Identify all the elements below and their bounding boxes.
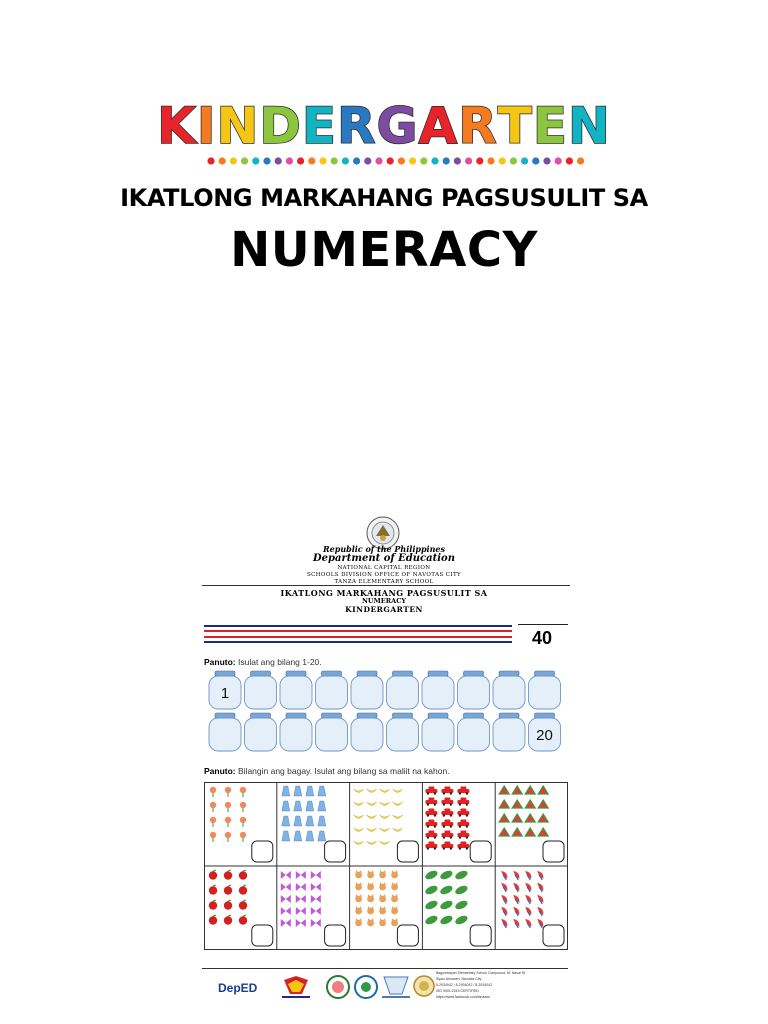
jar-icon (387, 713, 419, 751)
decorative-dot (577, 157, 584, 164)
parrot-icon (513, 871, 519, 880)
worksheet-subject: NUMERACY (361, 597, 407, 605)
leaf-icon (439, 914, 454, 926)
banana-icon (393, 815, 403, 819)
watermelon-icon (512, 814, 522, 822)
cat-icon (355, 894, 362, 902)
title-letter: E (532, 97, 569, 155)
leaf-icon (424, 869, 439, 881)
title-letter: R (336, 97, 377, 155)
parrot-icon (537, 907, 543, 916)
cat-icon (355, 870, 362, 878)
jar-icon (280, 671, 312, 709)
footer-line: Bagumbayan Elementary School Compound, M. Naval St. (436, 971, 527, 975)
flower-icon (225, 817, 231, 827)
decorative-dot (555, 157, 562, 164)
certification-seal-icon (414, 976, 434, 996)
watermelon-icon (525, 814, 535, 822)
answer-box (470, 841, 491, 862)
decorative-dot (409, 157, 416, 164)
footer-contact-info (436, 970, 566, 1000)
answer-box (543, 841, 564, 862)
butterfly-icon (296, 919, 306, 927)
jar-icon (458, 671, 490, 709)
flower-icon (225, 832, 231, 842)
answer-box (325, 925, 346, 946)
title-letter: R (458, 97, 498, 155)
dress-icon (318, 786, 326, 796)
title-letter: A (418, 97, 459, 155)
jar-icon (387, 671, 419, 709)
letterhead-republic: Republic of the Philippines (322, 544, 445, 554)
apple-icon (209, 915, 217, 925)
watermelon-icon (499, 800, 509, 808)
school-seal-icon (327, 976, 349, 998)
exam-subtitle: IKATLONG MARKAHANG PAGSUSULIT SA (120, 184, 648, 212)
flower-icon (210, 817, 216, 827)
decorative-dot (297, 157, 304, 164)
title-letter: D (259, 97, 302, 155)
watermelon-icon (512, 800, 522, 808)
banana-icon (367, 802, 377, 806)
banana-icon (354, 828, 364, 832)
jar-icon (316, 713, 348, 751)
dress-icon (282, 801, 290, 811)
decorative-dot (364, 157, 371, 164)
leaf-icon (439, 884, 454, 896)
jar-icon (493, 671, 525, 709)
parrot-icon (525, 907, 531, 916)
worksheet-level: KINDERGARTEN (345, 605, 423, 614)
score-line (518, 624, 568, 625)
footer-divider (202, 968, 568, 969)
watermelon-icon (525, 800, 535, 808)
cat-icon (379, 882, 386, 890)
apple-icon (239, 900, 247, 910)
decorative-dot-row (206, 156, 586, 166)
counting-cell (355, 870, 418, 946)
answer-box (470, 925, 491, 946)
decorative-dot (331, 157, 338, 164)
decorative-dot (499, 157, 506, 164)
title-letter: N (568, 97, 611, 155)
car-icon (425, 842, 437, 850)
banana-icon (380, 789, 390, 793)
decorative-dot (219, 157, 226, 164)
instruction-2-label: Panuto: (204, 766, 236, 776)
butterfly-icon (311, 871, 321, 879)
jar-icon (351, 671, 383, 709)
counting-cell (209, 870, 273, 946)
car-icon (425, 798, 437, 806)
jar-icon (351, 713, 383, 751)
car-icon (441, 798, 453, 806)
dress-icon (318, 816, 326, 826)
leaf-icon (439, 899, 454, 911)
parrot-icon (525, 919, 531, 928)
title-letter: N (216, 97, 260, 155)
parrot-icon (537, 895, 543, 904)
jar-icon (529, 713, 561, 751)
parrot-icon (525, 871, 531, 880)
watermelon-icon (499, 828, 509, 836)
parrot-icon (537, 919, 543, 928)
parrot-icon (513, 895, 519, 904)
leaf-icon (454, 869, 469, 881)
dress-icon (294, 801, 302, 811)
car-icon (457, 787, 469, 795)
apple-icon (224, 900, 232, 910)
cat-icon (355, 918, 362, 926)
letterhead-divider (202, 585, 570, 586)
jar-icon (422, 671, 454, 709)
decorative-dot (387, 157, 394, 164)
title-letter: G (376, 97, 419, 155)
apple-icon (239, 885, 247, 895)
cat-icon (355, 882, 362, 890)
answer-box (252, 841, 273, 862)
dress-icon (294, 831, 302, 841)
worksheet-preview (178, 500, 590, 1010)
title-letter: E (301, 97, 337, 155)
jar-icon (245, 671, 277, 709)
apple-icon (224, 915, 232, 925)
title-letter: I (196, 97, 217, 155)
jar-icon (280, 713, 312, 751)
flower-icon (240, 817, 246, 827)
butterfly-icon (281, 919, 291, 927)
cat-icon (379, 918, 386, 926)
dress-icon (282, 831, 290, 841)
butterfly-icon (281, 871, 291, 879)
car-icon (441, 842, 453, 850)
decorative-dot (398, 157, 405, 164)
dress-icon (306, 801, 314, 811)
banana-icon (380, 828, 390, 832)
jar-icon (493, 713, 525, 751)
jar-row-2 (208, 712, 568, 754)
instruction-1-label: Panuto: (204, 657, 236, 667)
banana-icon (354, 815, 364, 819)
cat-icon (391, 870, 398, 878)
flower-icon (210, 787, 216, 797)
car-icon (457, 809, 469, 817)
decorative-dot (286, 157, 293, 164)
leaf-icon (454, 884, 469, 896)
flower-icon (225, 802, 231, 812)
counting-cell (282, 786, 346, 862)
butterfly-icon (311, 883, 321, 891)
cat-icon (391, 882, 398, 890)
dress-icon (306, 831, 314, 841)
banana-icon (367, 815, 377, 819)
total-score: 40 (532, 628, 553, 648)
dress-icon (294, 816, 302, 826)
instruction-2 (204, 766, 450, 776)
decorative-dot (207, 157, 214, 164)
footer-logos (218, 972, 438, 1002)
cat-icon (367, 882, 374, 890)
iso-badge-icon (382, 977, 410, 998)
car-icon (441, 820, 453, 828)
flower-icon (240, 832, 246, 842)
decorative-dot (543, 157, 550, 164)
leaf-icon (454, 914, 469, 926)
counting-cell (501, 871, 564, 946)
answer-box (325, 841, 346, 862)
apple-icon (209, 900, 217, 910)
parrot-icon (525, 883, 531, 892)
watermelon-icon (525, 828, 535, 836)
banana-icon (393, 802, 403, 806)
watermelon-icon (499, 786, 509, 794)
banana-icon (367, 828, 377, 832)
banana-icon (354, 841, 364, 845)
flower-icon (210, 832, 216, 842)
decorative-dot (230, 157, 237, 164)
jar-icon (422, 713, 454, 751)
car-icon (425, 831, 437, 839)
counting-grid (204, 782, 568, 950)
jar-number: 20 (536, 727, 553, 744)
car-icon (441, 809, 453, 817)
decorative-dot (510, 157, 517, 164)
watermelon-icon (499, 814, 509, 822)
flower-icon (240, 787, 246, 797)
dress-icon (306, 786, 314, 796)
decorative-dot (252, 157, 259, 164)
butterfly-icon (311, 907, 321, 915)
watermelon-icon (538, 786, 548, 794)
leaf-icon (424, 884, 439, 896)
banana-icon (367, 789, 377, 793)
parrot-icon (537, 883, 543, 892)
bagong-pilipinas-logo-icon (282, 976, 310, 998)
jar-icon (316, 671, 348, 709)
parrot-icon (525, 895, 531, 904)
leaf-icon (454, 899, 469, 911)
apple-icon (224, 870, 232, 880)
butterfly-icon (296, 895, 306, 903)
decorative-dot (465, 157, 472, 164)
decorative-dot (263, 157, 270, 164)
watermelon-icon (525, 786, 535, 794)
decorative-dot (487, 157, 494, 164)
flower-icon (210, 802, 216, 812)
flower-icon (240, 802, 246, 812)
dress-icon (282, 816, 290, 826)
answer-box (252, 925, 273, 946)
cat-icon (367, 906, 374, 914)
watermelon-icon (538, 800, 548, 808)
decorative-dot (308, 157, 315, 164)
letterhead-division: SCHOOLS DIVISION OFFICE OF NAVOTAS CITY (306, 572, 462, 578)
letterhead-department: Department of Education (313, 553, 455, 564)
jar-icon (529, 671, 561, 709)
banana-icon (380, 815, 390, 819)
butterfly-icon (296, 871, 306, 879)
instruction-1 (204, 657, 322, 667)
footer-line: https://www.facebook.com/tanzaes (436, 995, 490, 999)
counting-cell (210, 787, 273, 862)
watermelon-icon (538, 814, 548, 822)
dress-icon (282, 786, 290, 796)
parrot-icon (501, 883, 507, 892)
car-icon (457, 820, 469, 828)
footer-line: 8-2934042 / 8-2934042 / 8-2934042 (436, 983, 493, 987)
cat-icon (391, 894, 398, 902)
answer-box (397, 925, 418, 946)
dress-icon (318, 831, 326, 841)
car-icon (457, 798, 469, 806)
counting-cell (425, 787, 491, 863)
banana-icon (367, 841, 377, 845)
parrot-icon (501, 871, 507, 880)
dress-icon (306, 816, 314, 826)
car-icon (457, 831, 469, 839)
worksheet-title: IKATLONG MARKAHANG PAGSUSULIT SA (280, 588, 488, 598)
cat-icon (367, 870, 374, 878)
decorative-dot (566, 157, 573, 164)
counting-cell (281, 871, 346, 946)
parrot-icon (501, 919, 507, 928)
parrot-icon (501, 895, 507, 904)
decorative-dot (342, 157, 349, 164)
jar-icon (209, 671, 241, 709)
letterhead-region: NATIONAL CAPITAL REGION (337, 565, 431, 571)
name-line-stripes (204, 624, 512, 644)
butterfly-icon (311, 895, 321, 903)
apple-icon (224, 885, 232, 895)
counting-cell (424, 869, 491, 946)
apple-icon (239, 870, 247, 880)
decorative-dot (532, 157, 539, 164)
decorative-dot (241, 157, 248, 164)
parrot-icon (513, 907, 519, 916)
footer-line: ISO 9001:2015 CERTIFIED (436, 989, 479, 993)
butterfly-icon (296, 883, 306, 891)
watermelon-icon (512, 786, 522, 794)
leaf-icon (424, 914, 439, 926)
banana-icon (380, 802, 390, 806)
jar-row-1 (208, 670, 568, 712)
banana-icon (393, 789, 403, 793)
decorative-dot (476, 157, 483, 164)
dress-icon (318, 801, 326, 811)
decorative-dot (275, 157, 282, 164)
division-seal-icon (355, 976, 377, 998)
banana-icon (380, 841, 390, 845)
cat-icon (355, 906, 362, 914)
car-icon (425, 820, 437, 828)
parrot-icon (537, 871, 543, 880)
parrot-icon (513, 919, 519, 928)
title-letter: T (497, 97, 533, 155)
jar-icon (245, 713, 277, 751)
decorative-dot (420, 157, 427, 164)
counting-cell (354, 789, 419, 862)
dress-icon (294, 786, 302, 796)
title-letter: K (157, 97, 197, 155)
decorative-dot (521, 157, 528, 164)
butterfly-icon (281, 883, 291, 891)
cat-icon (391, 906, 398, 914)
decorative-dot (375, 157, 382, 164)
letterhead-school: TANZA ELEMENTARY SCHOOL (334, 579, 434, 585)
banana-icon (393, 828, 403, 832)
decorative-dot (454, 157, 461, 164)
kindergarten-title (0, 96, 768, 156)
subject-title: NUMERACY (230, 222, 538, 278)
flower-icon (225, 787, 231, 797)
watermelon-icon (538, 828, 548, 836)
leaf-icon (439, 869, 454, 881)
car-icon (441, 787, 453, 795)
footer-line: Sipac-Almacen, Navotas City (436, 977, 482, 981)
decorative-dot (443, 157, 450, 164)
answer-box (543, 925, 564, 946)
butterfly-icon (296, 907, 306, 915)
cat-icon (391, 918, 398, 926)
car-icon (457, 842, 469, 850)
banana-icon (354, 789, 364, 793)
cat-icon (367, 918, 374, 926)
decorative-dot (319, 157, 326, 164)
apple-icon (209, 870, 217, 880)
butterfly-icon (311, 919, 321, 927)
apple-icon (209, 885, 217, 895)
decorative-dot (353, 157, 360, 164)
car-icon (425, 809, 437, 817)
instruction-2-text: Bilangin ang bagay. Isulat ang bilang sa maliit na kahon. (235, 766, 450, 776)
answer-box (397, 841, 418, 862)
cat-icon (379, 906, 386, 914)
deped-logo-text: DepED (218, 981, 258, 995)
cat-icon (379, 894, 386, 902)
parrot-icon (513, 883, 519, 892)
decorative-dot (431, 157, 438, 164)
banana-icon (354, 802, 364, 806)
cat-icon (367, 894, 374, 902)
jar-icon (458, 713, 490, 751)
butterfly-icon (281, 907, 291, 915)
jar-icon (209, 713, 241, 751)
counting-cell (499, 786, 564, 862)
car-icon (425, 787, 437, 795)
watermelon-icon (512, 828, 522, 836)
car-icon (441, 831, 453, 839)
cat-icon (379, 870, 386, 878)
parrot-icon (501, 907, 507, 916)
jar-number: 1 (220, 685, 230, 702)
leaf-icon (424, 899, 439, 911)
apple-icon (239, 915, 247, 925)
butterfly-icon (281, 895, 291, 903)
instruction-1-text: Isulat ang bilang 1-20. (235, 657, 322, 667)
